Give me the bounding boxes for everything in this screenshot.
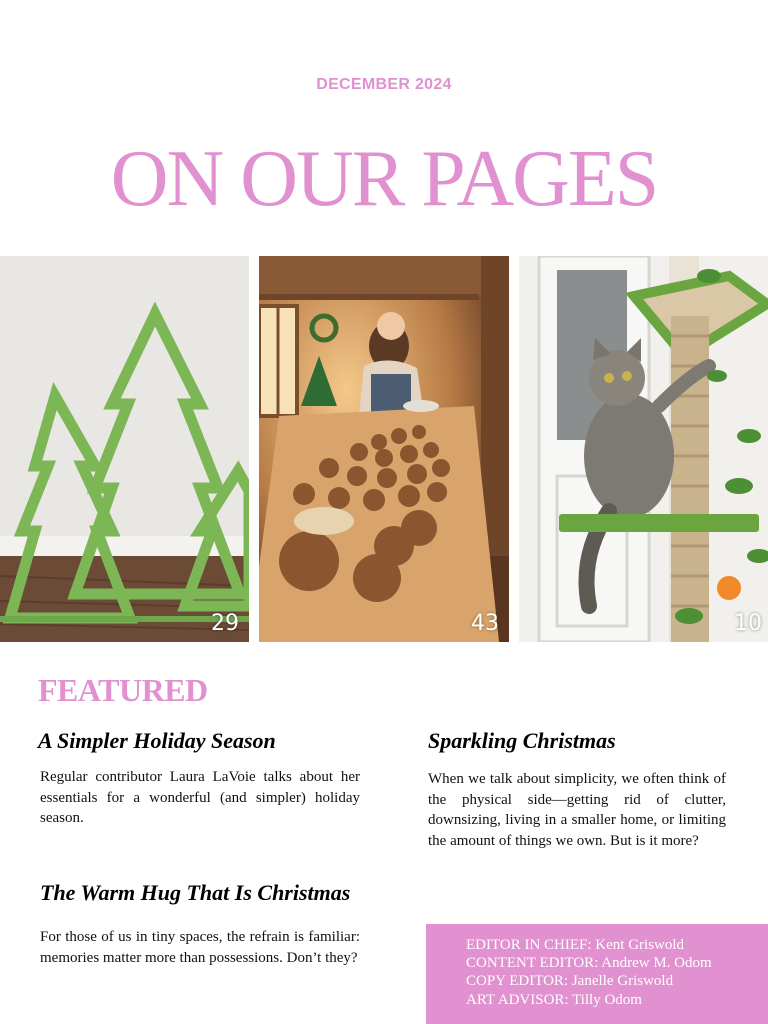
masthead-credits [426,924,768,1024]
article-title[interactable]: A Simpler Holiday Season [38,728,276,753]
page-number-trees: 29 [211,611,239,636]
issue-date: DECEMBER 2024 [316,76,452,93]
credit-content-editor: CONTENT EDITOR: Andrew M. Odom [466,955,712,972]
photo-cat[interactable] [519,256,768,642]
featured-heading: FEATURED [38,672,208,708]
article-title[interactable]: The Warm Hug That Is Christmas [40,880,351,905]
article-summary: For those of us in tiny spaces, the refrain is familiar: memories matter more than possessions. Don’t they? [40,929,360,966]
trees-illustration [0,256,249,642]
photo-baking[interactable] [259,256,509,642]
cat-illustration [519,256,768,642]
article-title[interactable]: Sparkling Christmas [428,728,616,753]
baking-illustration [259,256,509,642]
page-number-baking: 43 [471,611,499,636]
credit-editor-in-chief: EDITOR IN CHIEF: Kent Griswold [466,937,685,953]
credit-copy-editor: COPY EDITOR: Janelle Griswold [466,973,674,990]
page-title: ON OUR PAGES [110,135,658,223]
article-summary: Regular contributor Laura LaVoie talks about her essentials for a wonderful (and simpler) holiday season. [40,769,360,826]
article-summary: When we talk about simplicity, we often think of the physical side—getting rid of clutter, downsizing, living in a smaller home, or limiting the amount of things we own. But is it more? [428,771,726,849]
credit-art-advisor: ART ADVISOR: Tilly Odom [466,991,642,1008]
photo-trees[interactable] [0,256,249,642]
page-number-cat: 10 [734,611,762,636]
